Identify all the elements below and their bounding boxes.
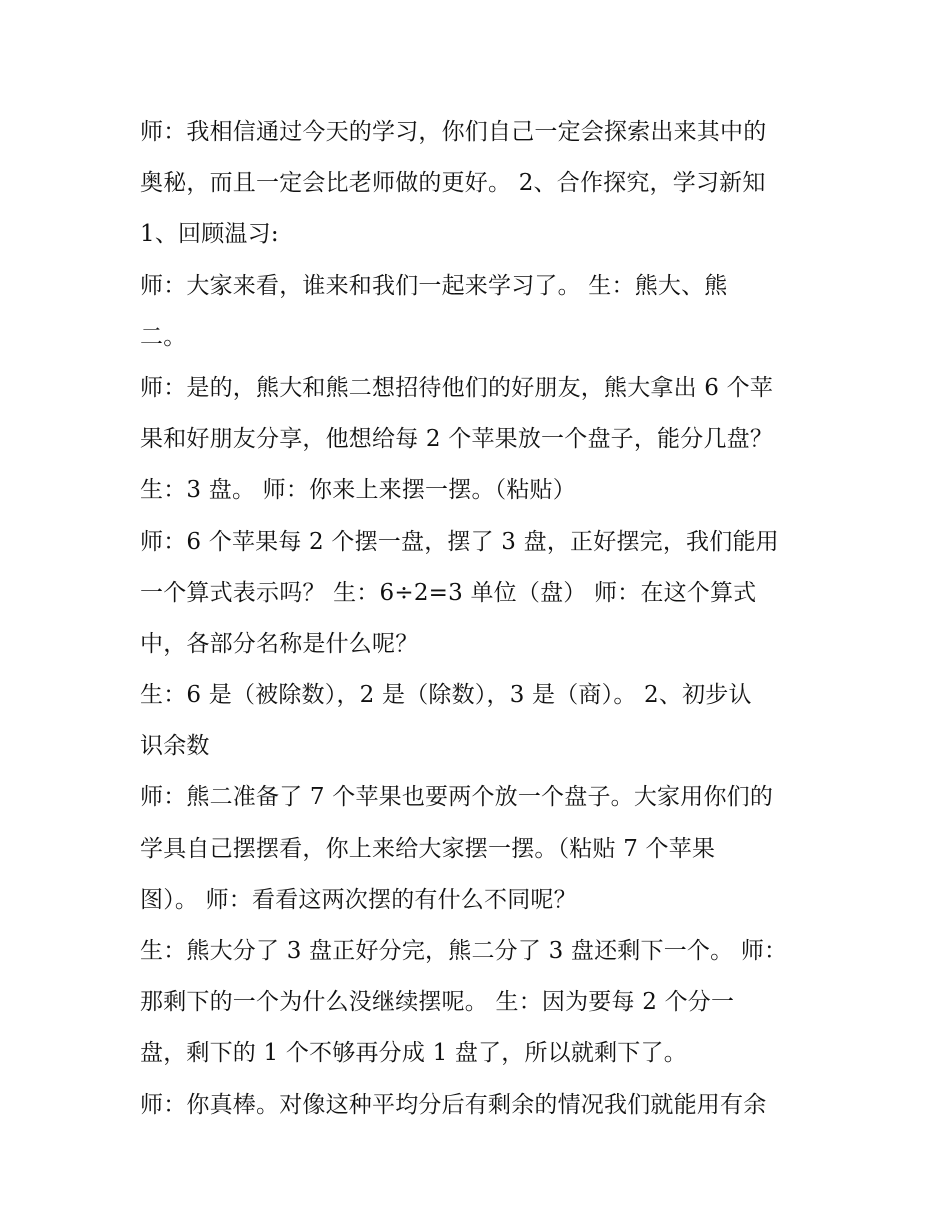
text-line: 师：你真棒。对像这种平均分后有剩余的情况我们就能用有余 [140, 1091, 767, 1118]
text-line: 生：熊大分了 3 盘正好分完，熊二分了 3 盘还剩下一个。 师： [140, 938, 788, 964]
text-line: 识余数 [140, 733, 210, 760]
text-line: 生：6 是（被除数），2 是（除数），3 是（商）。 2、初步认 [140, 682, 752, 709]
text-line: 奥秘，而且一定会比老师做的更好。 2、合作探究，学习新知 [140, 170, 766, 197]
text-line: 盘，剩下的 1 个不够再分成 1 盘了，所以就剩下了。 [140, 1040, 687, 1067]
text-line: 师：我相信通过今天的学习，你们自己一定会探索出来其中的 [140, 119, 767, 145]
text-line: 果和好朋友分享，他想给每 2 个苹果放一个盘子，能分几盘？ [140, 426, 774, 453]
document-body [140, 107, 820, 1131]
text-line: 师：熊二准备了 7 个苹果也要两个放一个盘子。大家用你们的 [140, 784, 774, 811]
text-line: 学具自己摆摆看，你上来给大家摆一摆。（粘贴 7 个苹果 [140, 835, 716, 862]
text-line: 图）。 师：看看这两次摆的有什么不同呢？ [140, 886, 577, 913]
text-line: 师：大家来看，谁来和我们一起来学习了。 生：熊大、熊 [140, 272, 728, 299]
text-line: 1、回顾温习: [140, 221, 279, 248]
text-line: 一个算式表示吗？ 生：6÷2=3 单位（盘） 师：在这个算式 [140, 579, 757, 606]
text-line: 二。 [140, 323, 187, 350]
text-line: 师：是的，熊大和熊二想招待他们的好朋友，熊大拿出 6 个苹 [140, 374, 774, 401]
text-line: 生：3 盘。 师：你来上来摆一摆。（粘贴） [140, 477, 576, 504]
text-line: 中，各部分名称是什么呢？ [140, 630, 419, 657]
text-line: 师：6 个苹果每 2 个摆一盘，摆了 3 盘，正好摆完，我们能用 [140, 528, 779, 555]
text-line: 那剩下的一个为什么没继续摆呢。 生：因为要每 2 个分一 [140, 989, 735, 1016]
